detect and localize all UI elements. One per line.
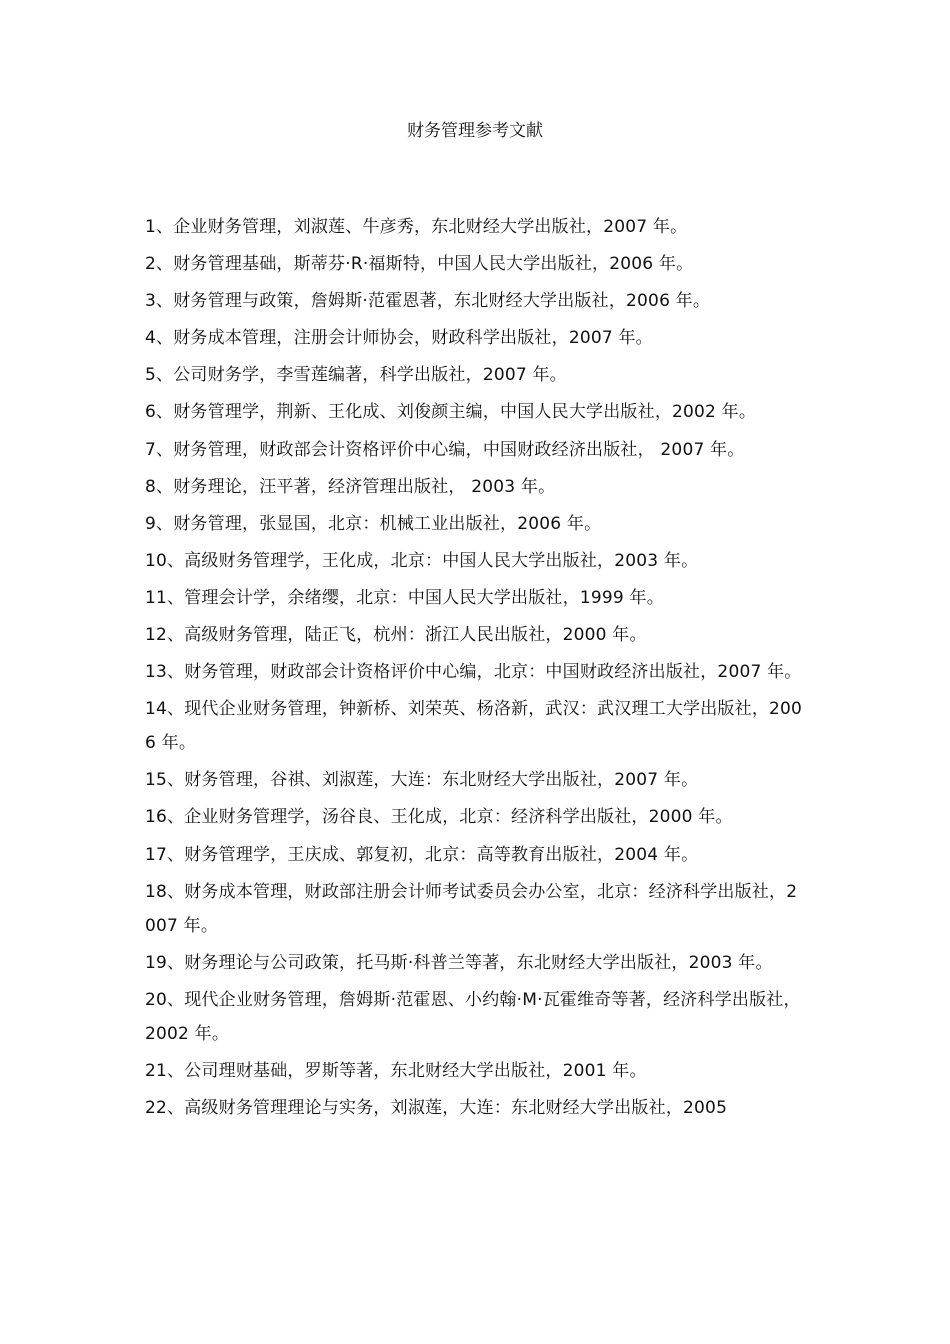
reference-item: 11、管理会计学，余绪缨，北京：中国人民大学出版社，1999 年。 [145, 587, 664, 608]
reference-item: 3、财务管理与政策，詹姆斯·范霍恩著，东北财经大学出版社，2006 年。 [145, 291, 711, 312]
reference-item: 10、高级财务管理学，王化成，北京：中国人民大学出版社，2003 年。 [145, 550, 699, 571]
reference-item: 4、财务成本管理，注册会计师协会，财政科学出版社，2007 年。 [145, 328, 653, 349]
reference-item: 6、财务管理学，荆新、王化成、刘俊颜主编，中国人民大学出版社，2002 年。 [145, 402, 757, 423]
reference-item: 8、财务理论，汪平著，经济管理出版社， 2003 年。 [145, 476, 556, 497]
reference-item: 20、现代企业财务管理，詹姆斯·范霍恩、小约翰·M·瓦霍维奇等著，经济科学出版社，2002 年。 [145, 989, 801, 1044]
reference-item: 19、财务理论与公司政策，托马斯·科普兰等著，东北财经大学出版社，2003 年。 [145, 952, 773, 973]
reference-item: 22、高级财务管理理论与实务，刘淑莲，大连：东北财经大学出版社，2005 [145, 1097, 728, 1118]
reference-item: 13、财务管理，财政部会计资格评价中心编，北京：中国财政经济出版社，2007 年。 [145, 662, 802, 683]
reference-item: 2、财务管理基础，斯蒂芬·R·福斯特，中国人民大学出版社，2006 年。 [145, 254, 694, 275]
reference-item: 18、财务成本管理，财政部注册会计师考试委员会办公室，北京：经济科学出版社，2007 年。 [145, 881, 798, 936]
reference-item: 12、高级财务管理，陆正飞，杭州：浙江人民出版社，2000 年。 [145, 625, 647, 646]
reference-item: 21、公司理财基础，罗斯等著，东北财经大学出版社，2001 年。 [145, 1060, 647, 1081]
reference-item: 5、公司财务学，李雪莲编著，科学出版社，2007 年。 [145, 365, 567, 386]
reference-item: 7、财务管理，财政部会计资格评价中心编，中国财政经济出版社， 2007 年。 [145, 439, 745, 460]
reference-item: 16、企业财务管理学，汤谷良、王化成，北京：经济科学出版社，2000 年。 [145, 807, 733, 828]
reference-item: 14、现代企业财务管理，钟新桥、刘荣英、杨洛新，武汉：武汉理工大学出版社，2006 年。 [145, 699, 803, 754]
reference-item: 17、财务管理学，王庆成、郭复初，北京：高等教育出版社，2004 年。 [145, 844, 699, 865]
reference-list [145, 210, 807, 1128]
reference-item: 1、企业财务管理，刘淑莲、牛彦秀，东北财经大学出版社，2007 年。 [145, 217, 688, 237]
page-title: 财务管理参考文献 [407, 121, 543, 141]
reference-item: 15、财务管理，谷祺、刘淑莲，大连：东北财经大学出版社，2007 年。 [145, 770, 699, 791]
reference-item: 9、财务管理，张显国，北京：机械工业出版社，2006 年。 [145, 513, 602, 534]
